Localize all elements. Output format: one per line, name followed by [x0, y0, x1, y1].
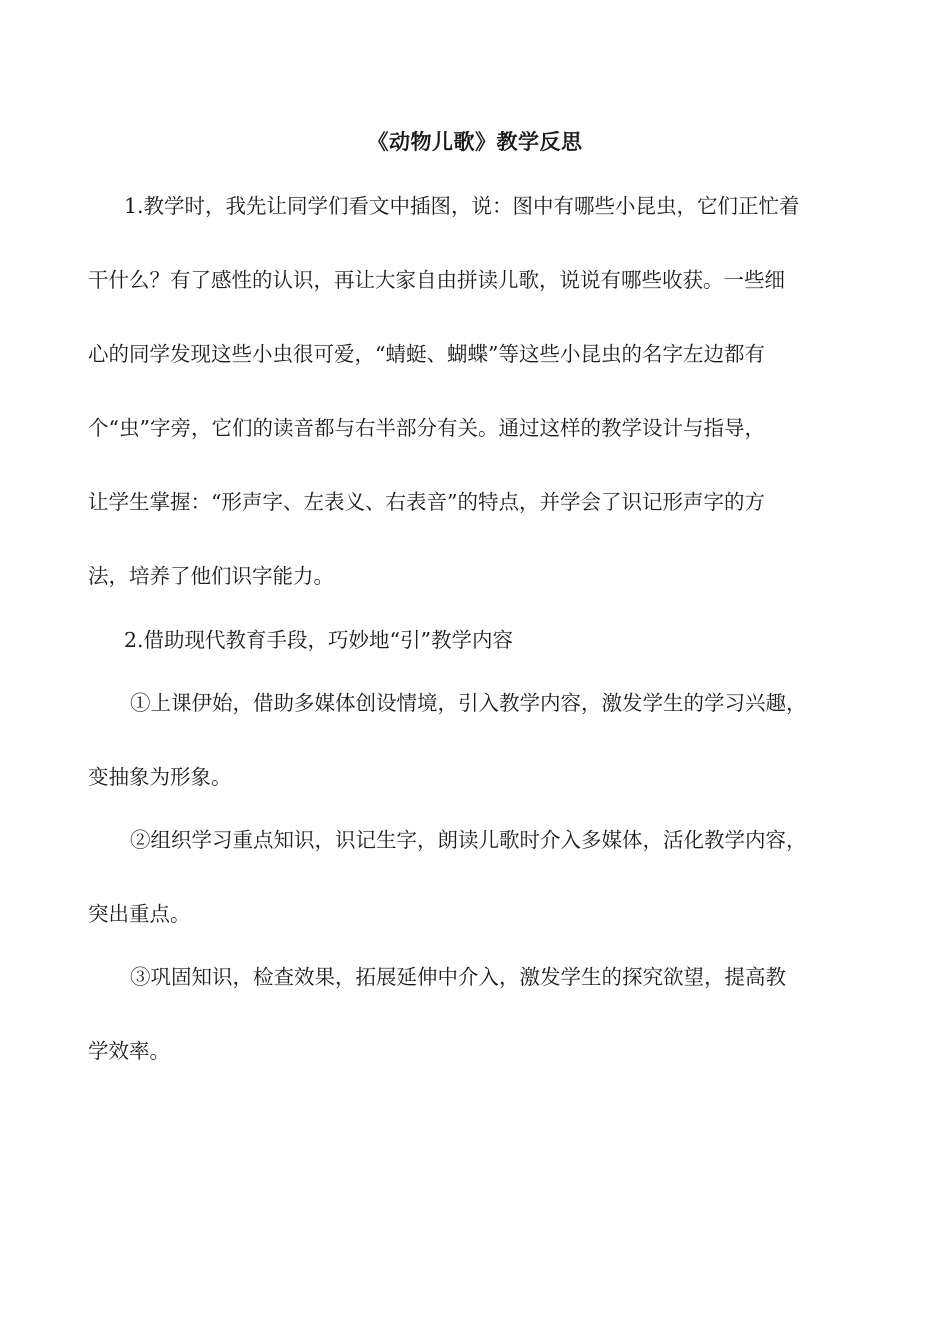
paragraph-4	[88, 822, 860, 932]
text-line: 法，培养了他们识字能力。	[88, 564, 334, 588]
paragraph-5	[88, 959, 860, 1069]
text-line: 1.教学时，我先让同学们看文中插图，说：图中有哪些小昆虫，它们正忙着	[124, 194, 800, 218]
text-line: 学效率。	[88, 1039, 170, 1063]
text-line: ①上课伊始，借助多媒体创设情境，引入教学内容，激发学生的学习兴趣，	[130, 691, 807, 715]
document-title: 《动物儿歌》教学反思	[367, 129, 583, 154]
paragraph-2	[88, 622, 860, 658]
text-line: 个“虫”字旁，它们的读音都与右半部分有关。通过这样的教学设计与指导，	[88, 416, 765, 440]
text-line: ③巩固知识，检查效果，拓展延伸中介入，激发学生的探究欲望，提高教	[130, 965, 786, 989]
text-line: 2.借助现代教育手段，巧妙地“引”教学内容	[124, 628, 514, 652]
text-line: ②组织学习重点知识，识记生字，朗读儿歌时介入多媒体，活化教学内容，	[130, 828, 807, 852]
text-line: 干什么？有了感性的认识，再让大家自由拼读儿歌，说说有哪些收获。一些细	[88, 268, 785, 292]
paragraph-3	[88, 685, 860, 795]
text-line: 心的同学发现这些小虫很可爱，“蜻蜓、蝴蝶”等这些小昆虫的名字左边都有	[88, 342, 765, 366]
text-line: 变抽象为形象。	[88, 765, 232, 789]
paragraph-1	[88, 188, 860, 594]
text-line: 突出重点。	[88, 902, 191, 926]
text-line: 让学生掌握：“形声字、左表义、右表音”的特点，并学会了识记形声字的方	[88, 490, 765, 514]
